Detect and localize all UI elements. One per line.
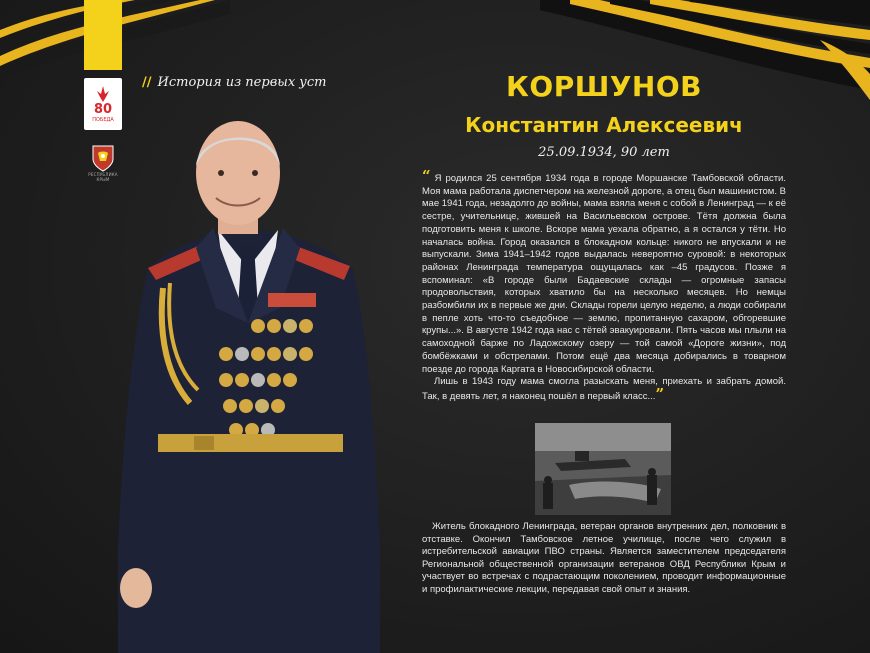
- victory-monument-icon: [94, 85, 112, 103]
- person-surname: КОРШУНОВ: [506, 70, 702, 103]
- victory-80-logo: [84, 78, 122, 130]
- bio-text: Житель блокадного Ленинграда, ветеран органов внутренних дел, полковник в отставке. Окончил Тамбовское летное училище, после чего служил в истребительской авиации ПВО страны. Является заместителем председателя Региональной общественной организации ветеранов ОВД Республики Крым и участвует во встречах с подрастающим поколением, проводит информационные и профилактические лекции, передавая свой опыт и знания.: [422, 521, 786, 595]
- person-birth-date-age: 25.09.1934, 90 лет: [538, 145, 670, 160]
- crimea-emblem-icon: [90, 143, 116, 173]
- anniversary-label: ПОБЕДА: [92, 117, 114, 123]
- series-title-text: История из первых уст: [157, 75, 327, 90]
- open-quote-icon: “: [422, 167, 431, 185]
- veteran-bio: [422, 521, 786, 596]
- historical-barge-photo: [535, 423, 671, 515]
- veteran-portrait: [118, 118, 380, 653]
- close-quote-icon: ”: [655, 384, 665, 403]
- story-text: [422, 167, 786, 404]
- series-yellow-strip: [84, 0, 122, 70]
- region-caption: РЕСПУБЛИКА КРЫМ: [88, 172, 118, 182]
- series-title: [142, 75, 326, 90]
- anniversary-number: 80: [93, 102, 113, 117]
- series-mark: //: [142, 75, 152, 90]
- person-full-name: Константин Алексеевич: [465, 113, 743, 137]
- story-paragraph-2: Лишь в 1943 году мама смогла разыскать меня, приехать и забрать домой. Так, в девять лет, я наконец пошёл в первый класс...: [422, 376, 786, 402]
- story-paragraph-1: Я родился 25 сентября 1934 года в городе Моршанске Тамбовской области. Моя мама работала диспетчером на железной дороге, а отец был машинистом. В мае 1941 года, незадолго до войны, мама взяла меня с собой в Ленинград — к её сестре, учительнице, жившей на Васильевском острове. Тётя должна была подготовить меня к школе. Вскоре мама уехала обратно, а я остался у тёти. Но началась война. Город оказался в блокадном кольце: никого не впускали и не выпускали. Зима 1941–1942 годов выдалась невероятно суровой: в некоторых районах Ленинграда температура ощущалась как –45 градусов. Позже я вспоминал: «В городе были Бадаевские склады — огромные запасы продовольствия, которых хватило бы на несколько месяцев. Но немцы разбомбили их в первые же дни. Склады горели целую неделю, а люди собирали в пепле хоть что-то съедобное — землю, пропитанную сахаром, обгоревшие крупы...». В августе 1942 года нас с тётей эвакуировали. Пять часов мы плыли на самоходной барже по Ладожскому озеру — той самой «Дороге жизни», под бомбёжками и обстрелами. Потом ещё два месяца добирались в товарном поезде до города Каргата в Новосибирской области.: [422, 173, 786, 375]
